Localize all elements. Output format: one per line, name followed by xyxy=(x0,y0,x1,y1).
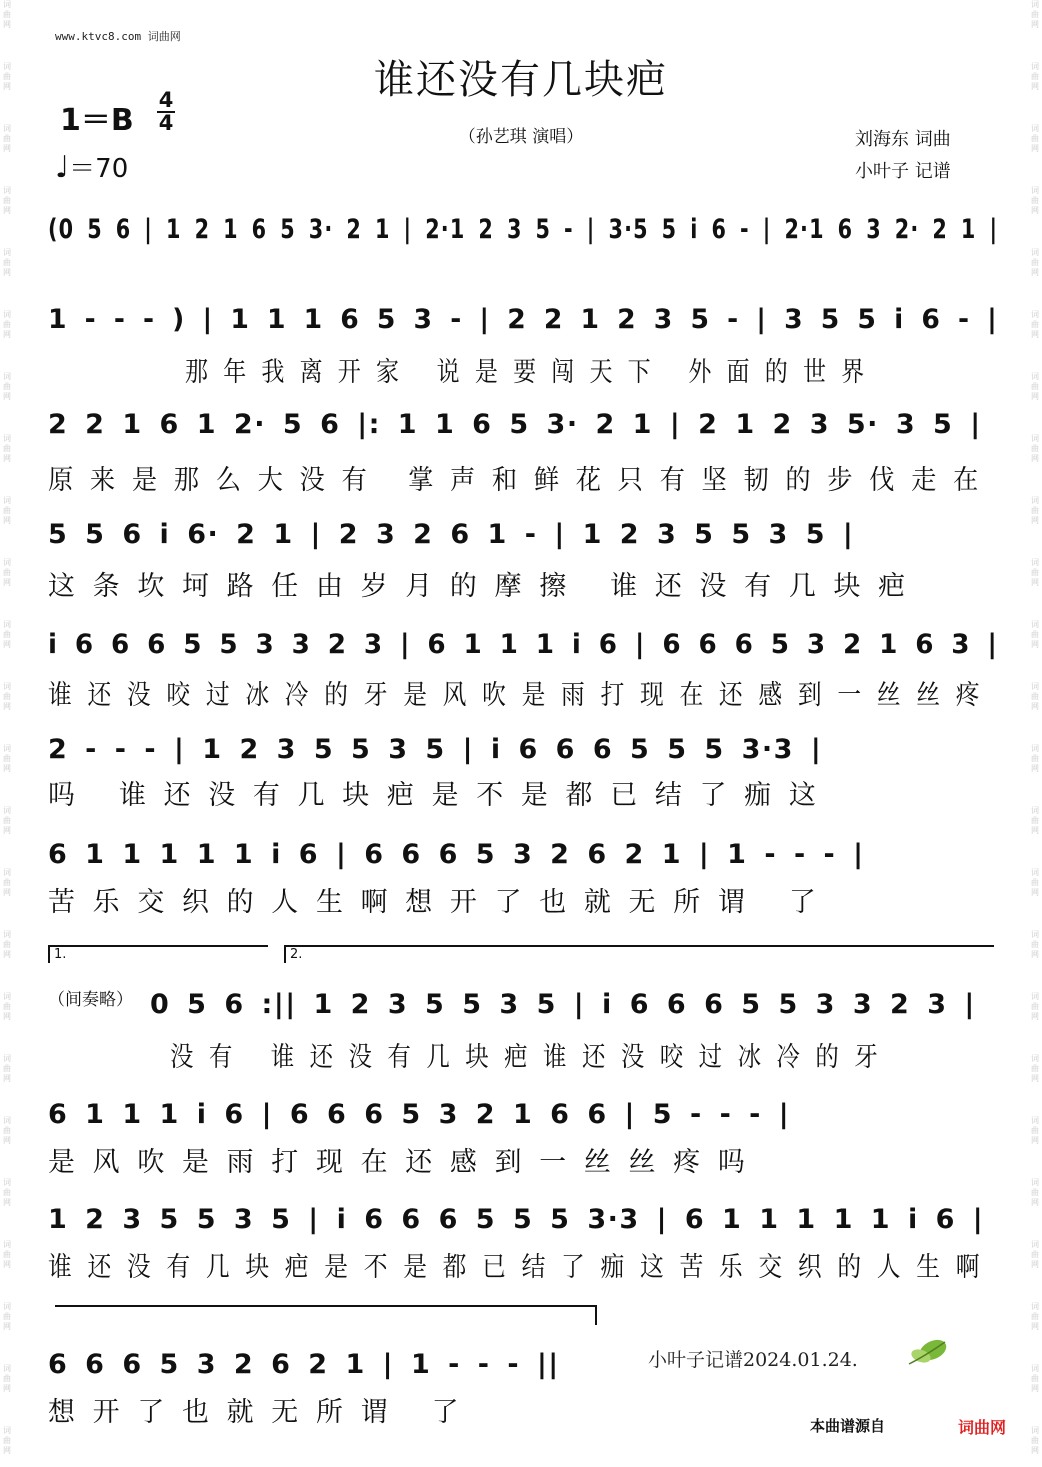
watermark: 词 曲 网 xyxy=(1031,186,1039,215)
watermark: 词 曲 网 xyxy=(3,620,11,649)
first-ending-bracket xyxy=(48,945,268,963)
lyrics-line: 苦乐交织的人生啊想开了也就无所谓 了 xyxy=(48,887,834,918)
left-watermark-strip xyxy=(0,0,14,1467)
watermark: 词 曲 网 xyxy=(3,372,11,401)
watermark: 词 曲 网 xyxy=(1031,806,1039,835)
watermark: 词 曲 网 xyxy=(3,186,11,215)
notation-row xyxy=(48,510,998,570)
time-signature xyxy=(155,90,177,134)
first-ending-label: 1. xyxy=(54,947,67,962)
credit-lyrics-music: 刘海东 词曲 xyxy=(855,129,951,150)
second-ending-bracket xyxy=(284,945,994,963)
lyrics-line: 没有 谁还没有几块疤谁还没咬过冰冷的牙 xyxy=(170,1042,894,1073)
watermark: 词 曲 网 xyxy=(3,1178,11,1207)
watermark: 词 曲 网 xyxy=(3,992,11,1021)
watermark: 词 曲 网 xyxy=(3,1426,11,1455)
watermark: 词 曲 网 xyxy=(3,682,11,711)
tempo-marking xyxy=(55,148,128,185)
right-watermark-strip xyxy=(1028,0,1042,1467)
watermark: 词 曲 网 xyxy=(1031,620,1039,649)
notation-row xyxy=(48,295,998,355)
time-signature-top: 4 xyxy=(158,88,174,112)
watermark: 词 曲 网 xyxy=(3,558,11,587)
watermark: 词 曲 网 xyxy=(3,1054,11,1083)
watermark: 词 曲 网 xyxy=(1031,1364,1039,1393)
watermark: 词 曲 网 xyxy=(1031,1116,1039,1145)
watermark: 词 曲 网 xyxy=(3,1364,11,1393)
watermark: 词 曲 网 xyxy=(1031,496,1039,525)
notation-text: 6 1 1 1 i 6 | 6 6 6 5 3 2 1 6 6 | 5 - - - | xyxy=(48,1099,791,1130)
notation-text: (0 5 6 | 1 2 1 6 5 3· 2 1 | 2·1 2 3 5 - | 3·5 5 i 6 - | 2·1 6 3 2· 2 1 | xyxy=(48,214,999,245)
watermark: 词 曲 网 xyxy=(1031,0,1039,29)
watermark: 词 曲 网 xyxy=(3,868,11,897)
lyrics-line: 想开了也就无所谓 了 xyxy=(48,1397,477,1428)
notation-row xyxy=(48,205,998,265)
ending-bracket-line xyxy=(55,1305,597,1325)
source-label: 本曲谱源自 xyxy=(810,1417,886,1435)
watermark: 词 曲 网 xyxy=(1031,1426,1039,1455)
interlude-note: （间奏略） xyxy=(48,990,133,1010)
notation-row xyxy=(150,980,1000,1040)
notation-row xyxy=(48,620,998,680)
lyrics-line: 那年我离开家 说是要闯天下 外面的世界 xyxy=(185,357,880,388)
lyrics-line: 这条坎坷路任由岁月的摩擦 谁还没有几块疤 xyxy=(48,571,923,602)
watermark: 词 曲 网 xyxy=(1031,682,1039,711)
lyrics-line: 谁还没咬过冰冷的牙是风吹是雨打现在还感到一丝丝疼 xyxy=(48,680,996,711)
transcriber-signature: 小叶子记谱2024.01.24. xyxy=(648,1349,858,1371)
site-url: www.ktvc8.com 词曲网 xyxy=(55,30,181,43)
notation-row xyxy=(48,400,998,460)
watermark: 词 曲 网 xyxy=(1031,62,1039,91)
singer-line: （孙艺琪 演唱） xyxy=(458,127,584,147)
watermark: 词 曲 网 xyxy=(1031,372,1039,401)
watermark: 词 曲 网 xyxy=(1031,558,1039,587)
watermark: 词 曲 网 xyxy=(1031,124,1039,153)
second-ending-label: 2. xyxy=(290,947,303,962)
notation-text: 1 - - - ) | 1 1 1 6 5 3 - | 2 2 1 2 3 5 - | 3 5 5 i 6 - | xyxy=(48,304,999,335)
lyrics-line: 谁还没有几块疤是不是都已结了痂这苦乐交织的人生啊 xyxy=(48,1252,996,1283)
watermark: 词 曲 网 xyxy=(1031,434,1039,463)
song-title: 谁还没有几块疤 xyxy=(374,57,668,103)
credit-transcriber: 小叶子 记谱 xyxy=(855,161,951,182)
watermark: 词 曲 网 xyxy=(1031,310,1039,339)
tempo-value: ＝70 xyxy=(69,154,129,184)
watermark: 词 曲 网 xyxy=(3,62,11,91)
notation-text: 0 5 6 :|| 1 2 3 5 5 3 5 | i 6 6 6 5 5 3 3 2 3 | xyxy=(150,989,976,1020)
quarter-note-icon: ♩ xyxy=(55,150,70,185)
watermark: 词 曲 网 xyxy=(3,930,11,959)
watermark: 词 曲 网 xyxy=(1031,930,1039,959)
watermark: 词 曲 网 xyxy=(3,1116,11,1145)
watermark: 词 曲 网 xyxy=(1031,1054,1039,1083)
key-signature: 1＝B xyxy=(60,103,134,138)
watermark: 词 曲 网 xyxy=(3,496,11,525)
lyrics-line: 是风吹是雨打现在还感到一丝丝疼吗 xyxy=(48,1147,763,1178)
watermark: 词 曲 网 xyxy=(1031,1302,1039,1331)
watermark: 词 曲 网 xyxy=(3,744,11,773)
notation-text: 6 6 6 5 3 2 6 2 1 | 1 - - - || xyxy=(48,1349,560,1380)
watermark: 词 曲 网 xyxy=(3,1302,11,1331)
notation-text: 2 2 1 6 1 2· 5 6 |: 1 1 6 5 3· 2 1 | 2 1 2 3 5· 3 5 | xyxy=(48,409,982,440)
watermark: 词 曲 网 xyxy=(3,434,11,463)
watermark: 词 曲 网 xyxy=(1031,992,1039,1021)
watermark: 词 曲 网 xyxy=(3,124,11,153)
watermark: 词 曲 网 xyxy=(1031,1240,1039,1269)
source-site-link[interactable]: 词曲网 xyxy=(958,1418,1007,1437)
lyrics-line: 吗 谁还没有几块疤是不是都已结了痂这 xyxy=(48,780,834,811)
time-signature-bottom: 4 xyxy=(158,111,174,135)
notation-text: 2 - - - | 1 2 3 5 5 3 5 | i 6 6 6 5 5 5 3·3 | xyxy=(48,734,823,765)
watermark: 词 曲 网 xyxy=(3,248,11,277)
watermark: 词 曲 网 xyxy=(1031,744,1039,773)
notation-text: 6 1 1 1 1 1 i 6 | 6 6 6 5 3 2 6 2 1 | 1 - - - | xyxy=(48,839,865,870)
watermark: 词 曲 网 xyxy=(1031,868,1039,897)
lyrics-line: 原来是那么大没有 掌声和鲜花只有坚韧的步伐走在 xyxy=(48,465,995,496)
watermark: 词 曲 网 xyxy=(3,0,11,29)
leaf-icon xyxy=(905,1334,949,1368)
notation-text: 1 2 3 5 5 3 5 | i 6 6 6 5 5 5 3·3 | 6 1 1 1 1 1 i 6 | xyxy=(48,1204,985,1235)
watermark: 词 曲 网 xyxy=(1031,248,1039,277)
notation-text: 5 5 6 i 6· 2 1 | 2 3 2 6 1 - | 1 2 3 5 5 3 5 | xyxy=(48,519,855,550)
watermark: 词 曲 网 xyxy=(3,806,11,835)
watermark: 词 曲 网 xyxy=(1031,1178,1039,1207)
watermark: 词 曲 网 xyxy=(3,310,11,339)
notation-text: i 6 6 6 5 5 3 3 2 3 | 6 1 1 1 i 6 | 6 6 6 5 3 2 1 6 3 | xyxy=(48,629,999,660)
watermark: 词 曲 网 xyxy=(3,1240,11,1269)
